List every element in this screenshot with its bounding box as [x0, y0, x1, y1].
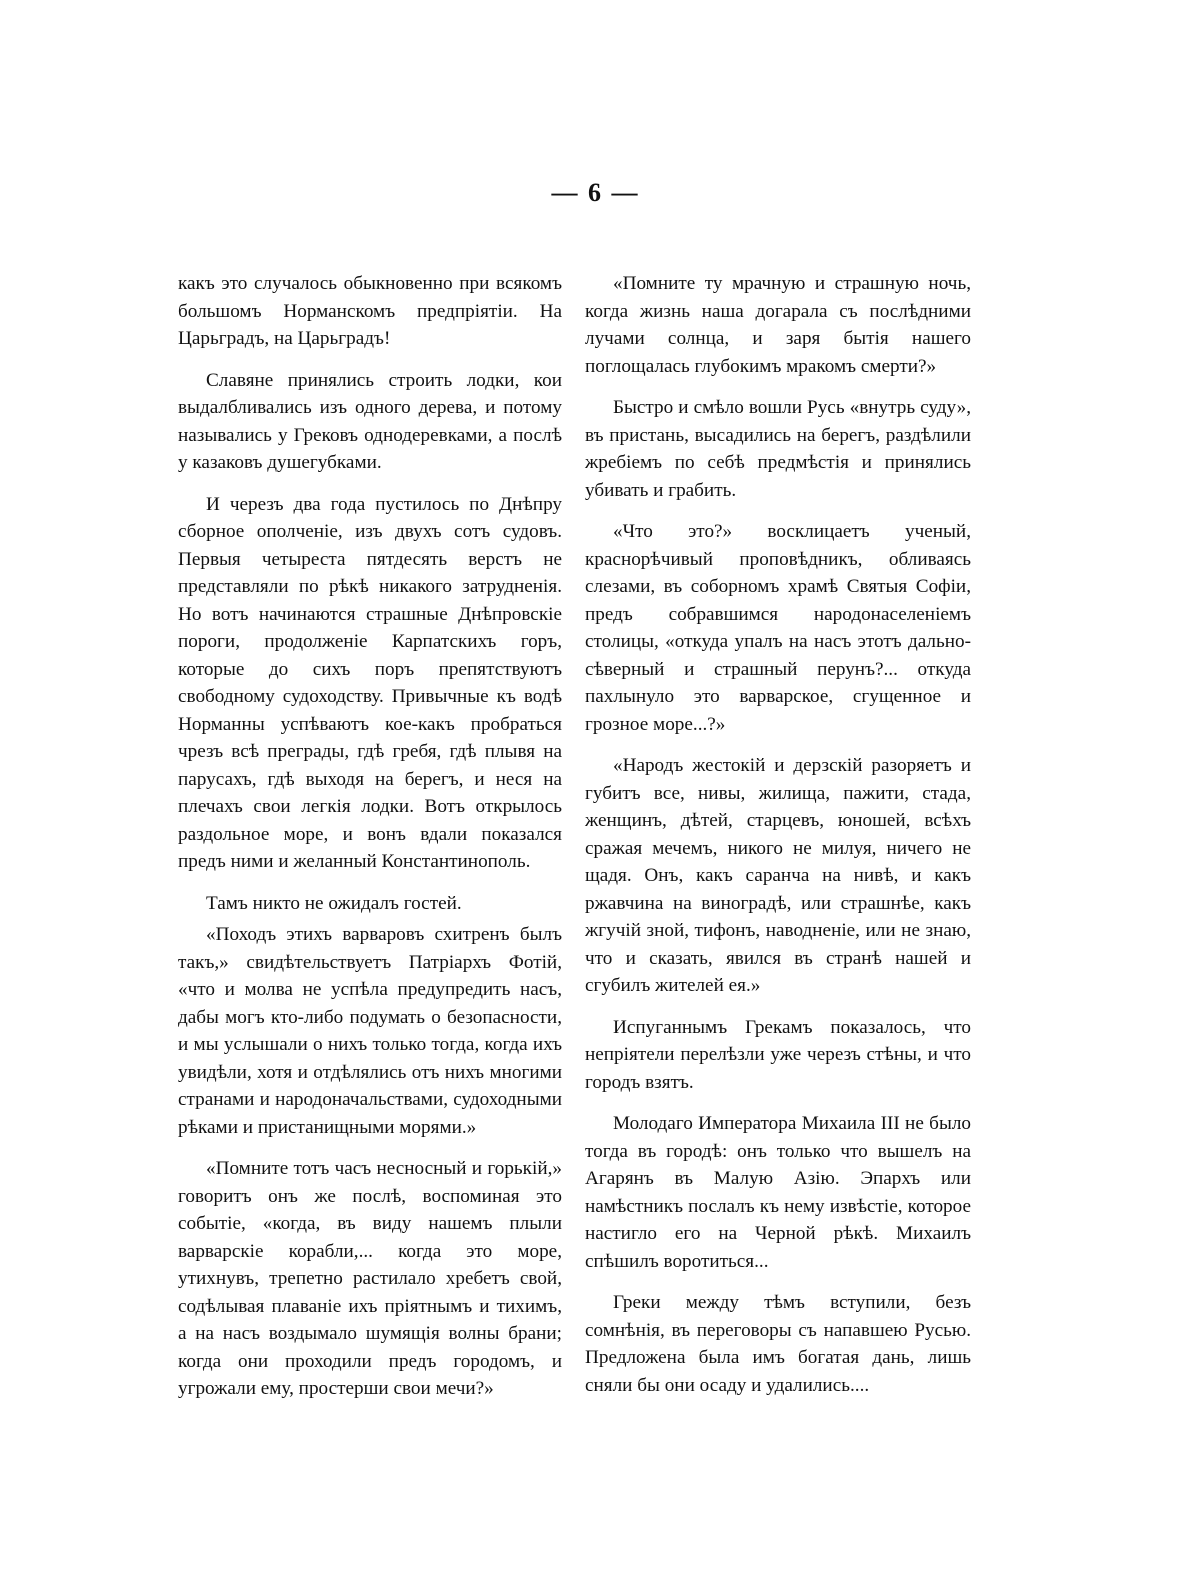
left-paragraph-4: Тамъ никто не ожидалъ гостей.: [206, 892, 462, 914]
right-paragraph-5: Испуганнымъ Грекамъ показалось, что непріятели перелѣзли уже черезъ стѣны, и что городъ взятъ.: [585, 1016, 971, 1093]
right-paragraph-7: Греки между тѣмъ вступили, безъ сомнѣнія, въ переговоры съ напавшею Русью. Предложена была имъ богатая дань, лишь сняли бы они осаду и удалились....: [585, 1292, 971, 1396]
right-paragraph-6: Молодаго Императора Михаила III не было тогда въ городѣ: онъ только что вышелъ на Агарянъ въ Малую Азію. Эпархъ или намѣстникъ послалъ къ нему извѣстіе, которое настигло его на Черной рѣкѣ. Михаилъ спѣшилъ воротиться...: [585, 1113, 971, 1272]
right-paragraph-2: Быстро и смѣло вошли Русь «внутрь суду», въ пристань, высадились на берегъ, раздѣлили жребіемъ по себѣ предмѣстія и принялись убивать и грабить.: [585, 397, 971, 501]
right-column: [585, 270, 971, 1413]
right-paragraph-4: «Народъ жестокій и дерзскій разоряетъ и губитъ все, нивы, жилища, пажити, стада, женщинъ, дѣтей, старцевъ, юношей, всѣхъ сражая мечемъ, никого не милуя, ничего не щадя. Онъ, какъ саранча на нивѣ, и какъ ржавчина на виноградѣ, или страшнѣе, какъ жгучій зной, тифонъ, наводненіе, или не знаю, что и сказать, явился въ странѣ нашей и сгубилъ жителей ея.»: [585, 755, 971, 996]
left-paragraph-1: какъ это случалось обыкновенно при всякомъ большомъ Норманскомъ предпріятіи. На Царьградъ, на Царьградъ!: [178, 273, 562, 349]
right-paragraph-1: «Помните ту мрачную и страшную ночь, когда жизнь наша догарала съ послѣдними лучами солнца, и заря бытія нашего поглощалась глубокимъ мракомъ смерти?»: [585, 273, 971, 377]
left-paragraph-3: И черезъ два года пустилось по Днѣпру сборное ополченіе, изъ двухъ сотъ судовъ. Первыя четыреста пятдесять верстъ не представляли по рѣкѣ никакого затрудненія. Но вотъ начинаются страшные Днѣпровскіе пороги, продолженіе Карпатскихъ горъ, которые до сихъ поръ препятствуютъ свободному судоходству. Привычные къ водѣ Норманны успѣваютъ кое-какъ пробраться чрезъ всѣ преграды, гдѣ гребя, гдѣ плывя на парусахъ, гдѣ выходя на берегъ, и неся на плечахъ свои легкія лодки. Вотъ открылось раздольное море, и вонъ вдали показался предъ ними и желанный Константинополь.: [178, 493, 562, 872]
left-paragraph-2: Славяне принялись строить лодки, кои выдалбливались изъ одного дерева, и потому назывались у Грековъ однодеревками, а послѣ у казаковъ душегубками.: [178, 369, 562, 473]
right-paragraph-3: «Что это?» восклицаетъ ученый, краснорѣчивый проповѣдникъ, обливаясь слезами, въ соборномъ храмѣ Святыя Софіи, предъ собравшимся народонаселеніемъ столицы, «откуда упалъ на насъ этотъ дально-сѣверный и страшный перунъ?... откуда пахлынуло это варварское, сгущенное и грозное море...?»: [585, 521, 971, 735]
left-paragraph-6: «Помните тотъ часъ несносный и горькій,» говоритъ онъ же послѣ, воспоминая это событіе, «когда, въ виду нашемъ плыли варварскіе корабли,... когда это море, утихнувъ, трепетно растилало хребетъ свой, содѣлывая плаваніе ихъ пріятнымъ и тихимъ, а на насъ воздымало шумящія волны брани; когда они проходили предъ городомъ, и угрожали ему, простерши свои мечи?»: [178, 1158, 562, 1399]
left-column: [178, 270, 562, 1417]
left-paragraph-5: «Походъ этихъ варваровъ схитренъ былъ такъ,» свидѣтельствуетъ Патріархъ Фотій, «что и молва не успѣла предупредить насъ, дабы могъ кто-либо подумать о безопасности, и мы услышали о нихъ только тогда, когда ихъ увидѣли, хотя и отдѣлялись отъ нихъ многими странами и народоначальствами, судоходными рѣками и пристанищными морями.»: [178, 924, 562, 1138]
page-number: — 6 —: [551, 178, 640, 207]
